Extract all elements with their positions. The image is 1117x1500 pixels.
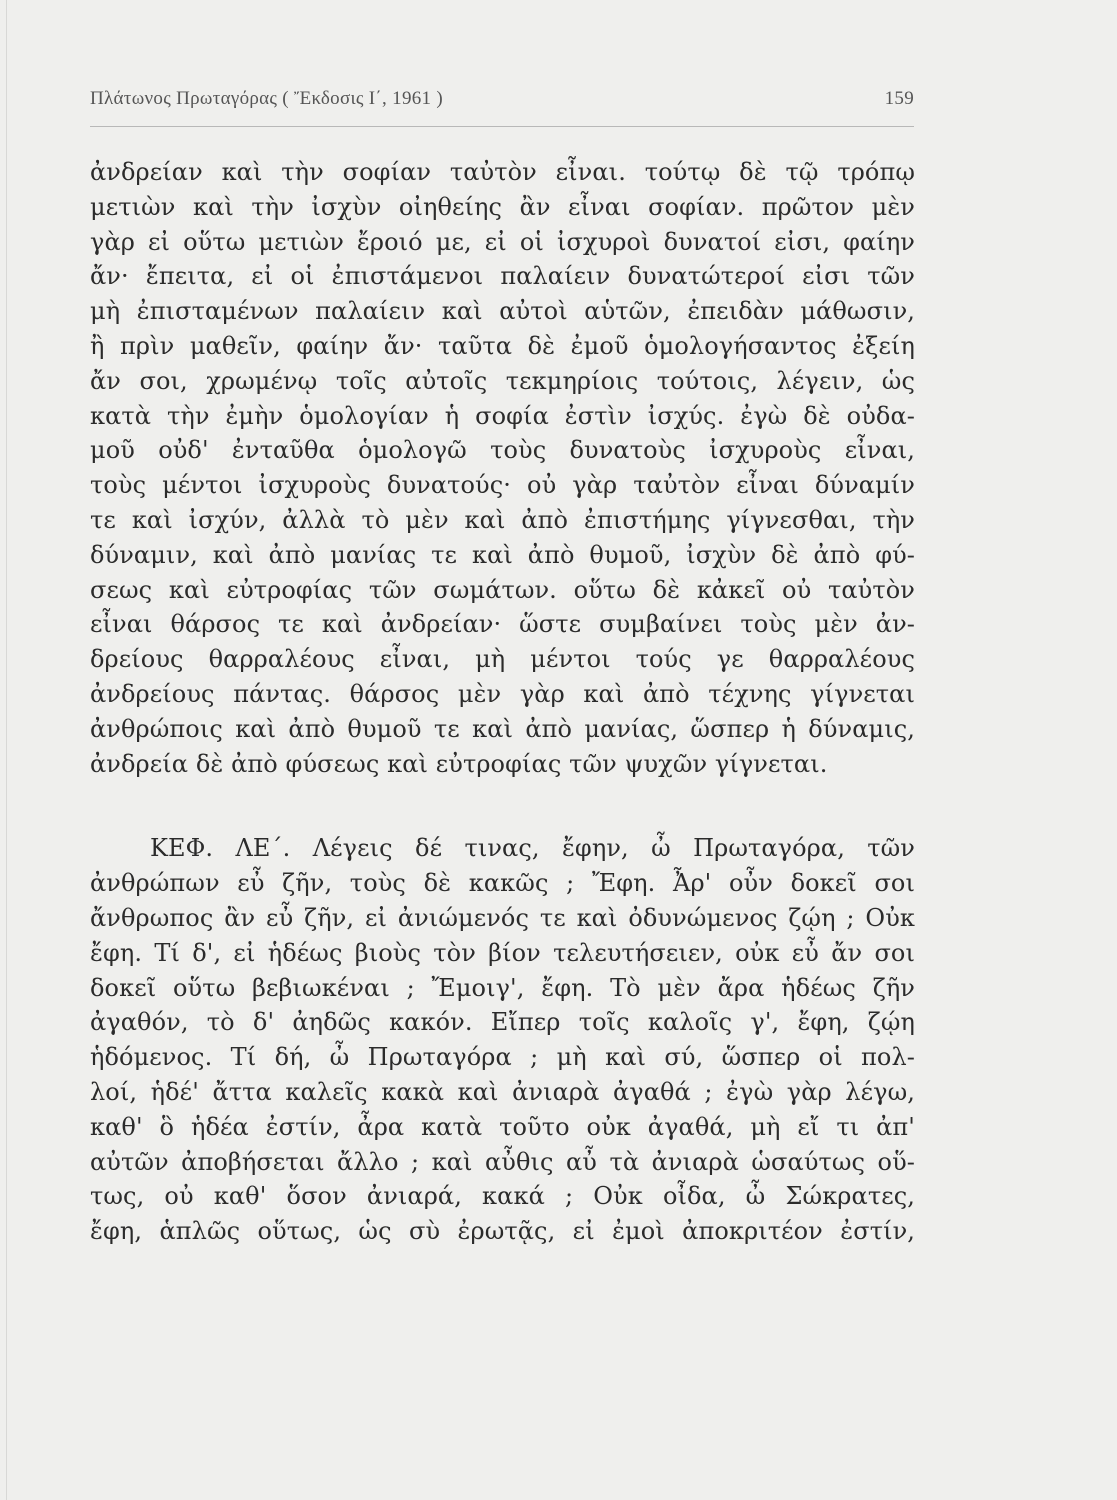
text-line: ἀνδρείαν καὶ τὴν σοφίαν ταὐτὸν εἶναι. τούτῳ δὲ τῷ τρόπῳ <box>90 158 915 186</box>
text-line: γὰρ εἰ οὕτω μετιὼν ἔροιό με, εἰ οἱ ἰσχυροὶ δυνατοί εἰσι, φαίην <box>90 227 915 256</box>
paragraph-2 <box>90 831 915 1249</box>
text-line: ἀνθρώποις καὶ ἀπὸ θυμοῦ τε καὶ ἀπὸ μανίας, ὥσπερ ἡ δύναμις, <box>90 714 915 743</box>
text-line: τε καὶ ἰσχύν, ἀλλὰ τὸ μὲν καὶ ἀπὸ ἐπιστήμης γίγνεσθαι, τὴν <box>90 505 915 534</box>
text-line: σεως καὶ εὐτροφίας τῶν σωμάτων. οὕτω δὲ κἀκεῖ οὐ ταὐτὸν <box>90 575 915 604</box>
paragraph-1 <box>90 155 915 781</box>
text-line: ἀνθρώπων εὖ ζῆν, τοὺς δὲ κακῶς ; Ἔφη. Ἆρ' οὖν δοκεῖ σοι <box>90 869 915 898</box>
text-line: ἀγαθόν, τὸ δ' ἀηδῶς κακόν. Εἴπερ τοῖς καλοῖς γ', ἔφη, ζῴη <box>90 1008 915 1037</box>
text-line: λοί, ἡδέ' ἄττα καλεῖς κακὰ καὶ ἀνιαρὰ ἀγαθά ; ἐγὼ γὰρ λέγω, <box>90 1077 915 1106</box>
paragraph-gap <box>90 781 915 831</box>
text-line: μοῦ οὐδ' ἐνταῦθα ὁμολογῶ τοὺς δυνατοὺς ἰσχυροὺς εἶναι, <box>90 436 915 465</box>
text-line: τοὺς μέντοι ἰσχυροὺς δυνατούς· οὐ γὰρ ταὐτὸν εἶναι δύναμίν <box>90 471 915 500</box>
text-line: ἄν· ἔπειτα, εἰ οἱ ἐπιστάμενοι παλαίειν δυνατώτεροί εἰσι τῶν <box>90 262 915 291</box>
text-line: ἔφη, ἁπλῶς οὕτως, ὡς σὺ ἐρωτᾷς, εἰ ἐμοὶ ἀποκριτέον ἐστίν, <box>90 1217 915 1246</box>
text-line: κατὰ τὴν ἐμὴν ὁμολογίαν ἡ σοφία ἐστὶν ἰσχύς. ἐγὼ δὲ οὐδα- <box>90 401 915 430</box>
chapter-heading-line: ΚΕΦ. ΛΕ΄. Λέγεις δέ τινας, ἔφην, ὦ Πρωταγόρα, τῶν <box>150 834 915 863</box>
text-line: ἄν σοι, χρωμένῳ τοῖς αὐτοῖς τεκμηρίοις τούτοις, λέγειν, ὡς <box>90 366 915 395</box>
text-line: αὐτῶν ἀποβήσεται ἄλλο ; καὶ αὖθις αὖ τὰ ἀνιαρὰ ὡσαύτως οὕ- <box>90 1147 915 1176</box>
text-line: ἀνδρεία δὲ ἀπὸ φύσεως καὶ εὐτροφίας τῶν ψυχῶν γίγνεται. <box>90 749 828 778</box>
body-text <box>90 155 915 1249</box>
text-line: ἄνθρωπος ἂν εὖ ζῆν, εἰ ἀνιώμενός τε καὶ ὀδυνώμενος ζῴη ; Οὐκ <box>90 903 915 932</box>
header-rule <box>90 126 914 127</box>
text-line: εἶναι θάρσος τε καὶ ἀνδρείαν· ὥστε συμβαίνει τοὺς μὲν ἀν- <box>90 610 915 639</box>
text-line: ἀνδρείους πάντας. θάρσος μὲν γὰρ καὶ ἀπὸ τέχνης γίγνεται <box>90 679 915 708</box>
running-title: Πλάτωνος Πρωταγόρας ( Ἔκδοσις Ι΄, 1961 ) <box>90 88 444 109</box>
running-header <box>90 88 914 110</box>
text-line: τως, οὐ καθ' ὅσον ἀνιαρά, κακά ; Οὐκ οἶδα, ὦ Σώκρατες, <box>90 1182 915 1211</box>
text-line: δρείους θαρραλέους εἶναι, μὴ μέντοι τούς γε θαρραλέους <box>90 645 915 674</box>
text-line: δύναμιν, καὶ ἀπὸ μανίας τε καὶ ἀπὸ θυμοῦ, ἰσχὺν δὲ ἀπὸ φύ- <box>90 540 915 569</box>
text-line: καθ' ὃ ἡδέα ἐστίν, ἆρα κατὰ τοῦτο οὐκ ἀγαθά, μὴ εἴ τι ἀπ' <box>90 1112 915 1141</box>
text-line: ἢ πρὶν μαθεῖν, φαίην ἄν· ταῦτα δὲ ἐμοῦ ὁμολογήσαντος ἐξείη <box>90 331 915 360</box>
text-line: ἔφη. Τί δ', εἰ ἡδέως βιοὺς τὸν βίον τελευτήσειεν, οὐκ εὖ ἄν σοι <box>90 938 915 967</box>
scan-edge-shadow <box>6 0 7 1500</box>
text-line: μετιὼν καὶ τὴν ἰσχὺν οἰηθείης ἂν εἶναι σοφίαν. πρῶτον μὲν <box>90 192 915 221</box>
text-line: ἡδόμενος. Τί δή, ὦ Πρωταγόρα ; μὴ καὶ σύ, ὥσπερ οἱ πολ- <box>90 1043 915 1072</box>
text-line: μὴ ἐπισταμένων παλαίειν καὶ αὐτοὶ αὑτῶν, ἐπειδὰν μάθωσιν, <box>90 297 915 326</box>
page-number: 159 <box>884 88 914 109</box>
text-line: δοκεῖ οὕτω βεβιωκέναι ; Ἔμοιγ', ἔφη. Τὸ μὲν ἄρα ἡδέως ζῆν <box>90 973 915 1002</box>
